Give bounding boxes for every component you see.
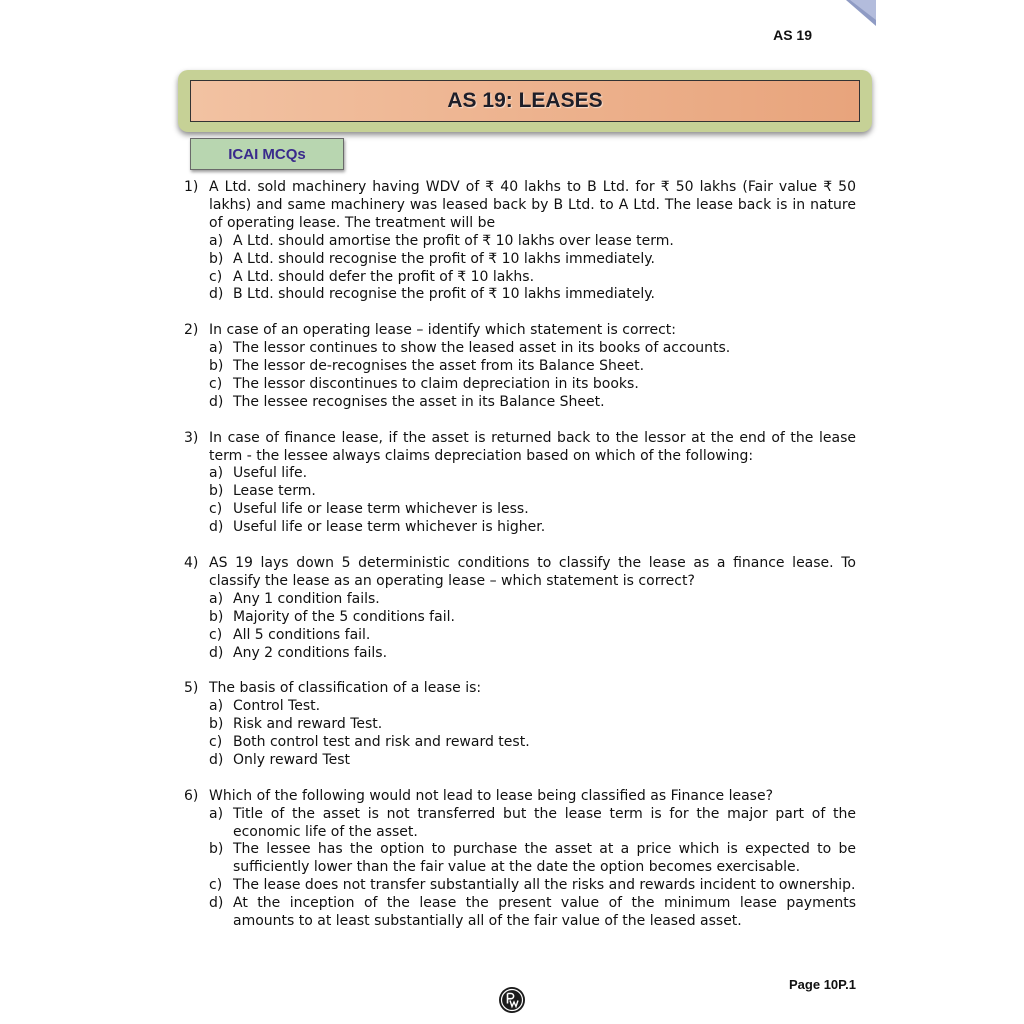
answer-option <box>184 716 856 734</box>
option-letter: d) <box>209 393 224 410</box>
question-number: 1) <box>184 179 199 195</box>
answer-option <box>184 501 856 519</box>
page-corner-fold-icon <box>846 0 876 26</box>
option-letter: a) <box>209 465 224 482</box>
option-letter: c) <box>209 268 223 285</box>
option-text: The lessor continues to show the leased asset in its books of accounts. <box>233 340 731 357</box>
option-text: Useful life. <box>233 465 308 482</box>
answer-option <box>184 645 856 663</box>
answer-option <box>184 233 856 251</box>
option-text: The lease does not transfer substantially all the risks and rewards incident to ownership. <box>233 877 856 894</box>
option-text: Any 2 conditions fails. <box>233 644 388 661</box>
answer-option <box>184 376 856 394</box>
option-text: The lessor de-recognises the asset from its Balance Sheet. <box>233 358 645 375</box>
option-letter: d) <box>209 751 224 768</box>
option-letter: c) <box>209 375 223 392</box>
option-text: At the inception of the lease the present value of the minimum lease payments amounts to at least substantially all of the fair value of the leased asset. <box>233 895 856 930</box>
option-text: The lessee recognises the asset in its Balance Sheet. <box>233 393 605 410</box>
question-number: 6) <box>184 787 199 804</box>
option-text: Both control test and risk and reward test. <box>233 734 530 751</box>
section-tag-label: ICAI MCQs <box>228 145 306 163</box>
answer-option <box>184 752 856 770</box>
question-number: 4) <box>184 554 199 571</box>
option-letter: a) <box>209 232 224 249</box>
answer-option <box>184 286 856 304</box>
option-text: Useful life or lease term whichever is less. <box>233 501 529 518</box>
answer-option <box>184 877 856 895</box>
answer-option <box>184 698 856 716</box>
question-stem <box>184 179 856 233</box>
question-text: A Ltd. sold machinery having WDV of ₹ 40 lakhs to B Ltd. for ₹ 50 lakhs (Fair value ₹ 50 lakhs) and same machinery was leased back by B Ltd. to A Ltd. The lease back is in nature of operating lease. The treatment will be <box>209 179 856 231</box>
question-item <box>184 430 856 537</box>
option-letter: d) <box>209 644 224 661</box>
section-tag <box>190 138 344 170</box>
answer-option <box>184 841 856 877</box>
option-letter: b) <box>209 716 224 733</box>
answer-option <box>184 340 856 358</box>
question-text: AS 19 lays down 5 deterministic conditions to classify the lease as a finance lease. To classify the lease as an operating lease – which statement is correct? <box>209 554 856 589</box>
page-number: Page 10P.1 <box>789 977 856 992</box>
option-text: A Ltd. should recognise the profit of ₹ 10 lakhs immediately. <box>233 250 655 267</box>
question-number: 2) <box>184 322 199 339</box>
answer-option <box>184 269 856 287</box>
option-letter: a) <box>209 698 224 715</box>
question-item <box>184 179 856 304</box>
option-text: The lessee has the option to purchase the asset at a price which is expected to be sufficiently lower than the fair value at the date the option becomes exercisable. <box>233 841 856 876</box>
question-number: 3) <box>184 429 199 446</box>
question-stem <box>184 788 856 806</box>
option-letter: b) <box>209 358 224 375</box>
answer-option <box>184 895 856 931</box>
option-letter: c) <box>209 626 223 643</box>
question-item <box>184 555 856 662</box>
option-text: Useful life or lease term whichever is higher. <box>233 519 546 536</box>
answer-option <box>184 465 856 483</box>
option-text: B Ltd. should recognise the profit of ₹ 10 lakhs immediately. <box>233 286 656 303</box>
option-letter: d) <box>209 895 224 912</box>
running-header: AS 19 <box>773 27 812 43</box>
option-letter: a) <box>209 590 224 607</box>
answer-option <box>184 358 856 376</box>
question-number: 5) <box>184 680 199 697</box>
option-text: All 5 conditions fail. <box>233 626 371 643</box>
option-letter: c) <box>209 501 223 518</box>
question-list <box>184 179 856 949</box>
option-letter: c) <box>209 877 223 894</box>
answer-option <box>184 609 856 627</box>
option-letter: d) <box>209 519 224 536</box>
answer-option <box>184 806 856 842</box>
question-item <box>184 788 856 931</box>
question-text: In case of finance lease, if the asset is returned back to the lessor at the end of the lease term - the lessee always claims depreciation based on which of the following: <box>209 429 856 464</box>
question-item <box>184 322 856 412</box>
option-text: A Ltd. should defer the profit of ₹ 10 lakhs. <box>233 268 535 285</box>
answer-option <box>184 519 856 537</box>
option-letter: b) <box>209 483 224 500</box>
option-text: Control Test. <box>233 698 321 715</box>
option-text: Only reward Test <box>233 751 351 768</box>
answer-option <box>184 591 856 609</box>
answer-option <box>184 627 856 645</box>
option-letter: c) <box>209 734 223 751</box>
title-box <box>190 80 860 122</box>
question-text: Which of the following would not lead to lease being classified as Finance lease? <box>209 787 774 804</box>
page-title: AS 19: LEASES <box>447 89 603 112</box>
pw-logo-icon <box>498 986 526 1014</box>
question-stem <box>184 430 856 466</box>
question-stem <box>184 680 856 698</box>
option-letter: b) <box>209 608 224 625</box>
option-text: Majority of the 5 conditions fail. <box>233 608 455 625</box>
option-letter: d) <box>209 286 224 303</box>
option-letter: a) <box>209 805 224 822</box>
option-text: Lease term. <box>233 483 316 500</box>
question-text: In case of an operating lease – identify which statement is correct: <box>209 322 677 339</box>
question-stem <box>184 322 856 340</box>
answer-option <box>184 483 856 501</box>
option-letter: b) <box>209 841 224 858</box>
question-stem <box>184 555 856 591</box>
answer-option <box>184 394 856 412</box>
option-text: Any 1 condition fails. <box>233 590 380 607</box>
question-text: The basis of classification of a lease is: <box>209 680 482 697</box>
option-text: Risk and reward Test. <box>233 716 383 733</box>
option-text: The lessor discontinues to claim depreciation in its books. <box>233 375 639 392</box>
question-item <box>184 680 856 770</box>
answer-option <box>184 734 856 752</box>
option-letter: a) <box>209 340 224 357</box>
option-text: Title of the asset is not transferred but the lease term is for the major part of the economic life of the asset. <box>233 805 856 840</box>
answer-option <box>184 251 856 269</box>
title-banner <box>178 70 872 132</box>
option-text: A Ltd. should amortise the profit of ₹ 10 lakhs over lease term. <box>233 232 674 249</box>
option-letter: b) <box>209 250 224 267</box>
